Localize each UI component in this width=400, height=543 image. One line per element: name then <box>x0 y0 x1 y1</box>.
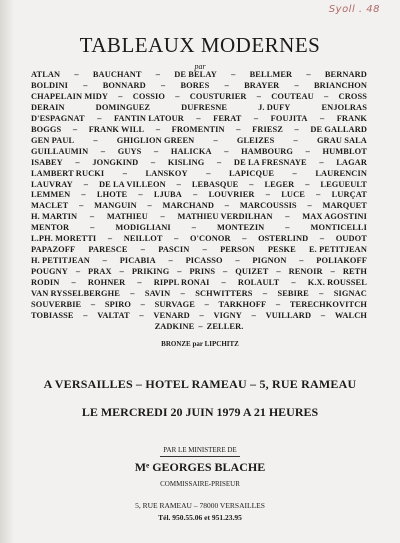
separator-dash: – <box>262 289 268 299</box>
separator-dash: – <box>150 157 156 167</box>
separator-dash: – <box>119 267 124 277</box>
artist-row <box>31 92 367 103</box>
artist-name: LEMMEN <box>31 190 71 200</box>
artist-name: NEILLOT <box>123 234 163 244</box>
separator-dash: – <box>265 190 271 200</box>
artist-name: VAN RYSSELBERGHE <box>31 289 120 299</box>
artist-name: MODIGLIANI <box>115 223 171 233</box>
artist-name: VALTAT <box>97 310 130 320</box>
separator-dash: – <box>223 267 228 277</box>
artist-name: POLIAKOFF <box>316 256 367 266</box>
separator-dash: – <box>160 80 166 90</box>
artist-name: LANSKOY <box>145 168 188 178</box>
artist-name: DUFRESNE <box>181 102 228 112</box>
artist-row <box>31 300 367 311</box>
separator-dash: – <box>256 91 262 101</box>
artist-row <box>31 70 367 81</box>
separator-dash: – <box>291 278 296 288</box>
auctioneer-phone: Tél. 950.55.06 et 951.23.95 <box>158 513 242 522</box>
artist-name: BAUCHANT <box>92 70 142 79</box>
artist-name: LUCE <box>281 190 305 200</box>
separator-dash: – <box>83 80 88 90</box>
artist-name: K.X. ROUSSEL <box>307 278 367 288</box>
artist-name: DE LA VILLEON <box>98 179 166 189</box>
separator-dash: – <box>231 70 236 79</box>
artist-name: PERSON <box>220 245 255 255</box>
artist-name: LEGUEULT <box>320 179 367 189</box>
artist-name: DE GALLARD <box>310 124 367 134</box>
artist-name: JONGKIND <box>92 157 139 167</box>
separator-dash: – <box>81 190 86 200</box>
artist-name: DOMINGUEZ <box>95 102 151 112</box>
artist-name: FANTIN LATOUR <box>113 113 184 123</box>
separator-dash: – <box>316 190 321 200</box>
separator-dash: – <box>75 157 80 167</box>
artist-name: FRIESZ <box>252 124 283 134</box>
separator-dash: – <box>206 168 211 178</box>
separator-dash: – <box>155 70 161 79</box>
artist-name: GRAU SALA <box>316 135 367 145</box>
separator-dash: – <box>292 168 297 178</box>
separator-dash: – <box>319 157 324 167</box>
auctioneer-role: COMMISSAIRE-PRISEUR <box>160 480 240 488</box>
by-minister-text: PAR LE MINISTERE DE <box>163 446 237 454</box>
separator-dash: – <box>176 179 181 189</box>
separator-dash: – <box>285 223 290 233</box>
artist-name: VENARD <box>153 310 190 320</box>
separator-dash: – <box>154 146 159 156</box>
artist-name: LEBASQUE <box>191 179 239 189</box>
separator-dash: – <box>196 113 201 123</box>
separator-dash: – <box>294 124 299 134</box>
separator-dash: – <box>191 223 197 233</box>
separator-dash: – <box>75 267 81 277</box>
artist-name: PICABIA <box>119 256 156 266</box>
artist-row <box>31 201 367 212</box>
artist-row <box>31 212 367 223</box>
artist-name: LAGAR <box>336 157 367 167</box>
artist-name: SPIRO <box>104 300 131 310</box>
separator-dash: – <box>285 212 290 222</box>
artist-name: BERNARD <box>324 70 367 79</box>
separator-dash: – <box>175 91 180 101</box>
artist-name: BRAYER <box>244 80 280 90</box>
separator-dash: – <box>138 190 143 200</box>
artist-name: MARCHAND <box>162 201 215 211</box>
separator-dash: – <box>155 124 161 134</box>
artist-name: PRIKING <box>131 267 170 277</box>
separator-dash: – <box>324 91 329 101</box>
artist-name: FERAT <box>213 113 242 123</box>
artist-name: VIGNY <box>213 310 242 320</box>
artist-name: SEBIRE <box>277 289 309 299</box>
separator-dash: – <box>137 278 142 288</box>
divider-rule <box>160 456 240 457</box>
separator-dash: – <box>307 201 312 211</box>
separator-dash: – <box>221 278 226 288</box>
artist-name: BONNARD <box>102 80 146 90</box>
artist-name: ROHNER <box>87 278 126 288</box>
separator-dash: – <box>102 256 107 266</box>
separator-dash: – <box>193 190 198 200</box>
artist-name: LURÇAT <box>331 190 367 200</box>
separator-dash: – <box>139 310 144 320</box>
artist-name: RIPPL RONAI <box>153 278 210 288</box>
artist-name: OUDOT <box>335 234 367 244</box>
separator-dash: – <box>107 234 113 244</box>
separator-dash: – <box>213 135 218 145</box>
separator-dash: – <box>83 179 89 189</box>
artist-name: FRANK <box>336 113 367 123</box>
artist-name: MARQUET <box>322 201 367 211</box>
artist-name: BELLMER <box>249 70 293 79</box>
artist-name: CROSS <box>338 91 367 101</box>
artist-name: PARESCE <box>88 245 128 255</box>
artist-name: PIGNON <box>252 256 287 266</box>
artist-name: RETH <box>342 267 367 277</box>
artist-row <box>31 114 367 125</box>
separator-dash: – <box>100 146 106 156</box>
separator-dash: – <box>242 234 247 244</box>
artist-name: O'CONOR <box>189 234 231 244</box>
separator-dash: – <box>253 113 259 123</box>
separator-dash: – <box>319 113 325 123</box>
artist-name: VUILLARD <box>265 310 312 320</box>
separator-dash: – <box>90 300 96 310</box>
artist-row <box>31 289 367 300</box>
separator-dash: – <box>217 157 222 167</box>
separator-dash: – <box>293 135 298 145</box>
artist-name: MONTEZIN <box>217 223 265 233</box>
artist-row <box>31 169 367 180</box>
separator-dash: – <box>130 289 135 299</box>
handwritten-note: Syoll . 48 <box>328 4 380 15</box>
separator-dash: – <box>299 256 304 266</box>
by-minister-label <box>0 446 400 457</box>
separator-dash: – <box>236 124 241 134</box>
artist-row <box>31 278 367 289</box>
artist-name: SIGNAC <box>333 289 367 299</box>
artist-name: PRAX <box>88 267 112 277</box>
artist-name: LHOTE <box>96 190 128 200</box>
artist-name: L.PH. MORETTI <box>31 234 97 244</box>
separator-dash: – <box>168 256 173 266</box>
separator-dash: – <box>202 245 207 255</box>
artist-name: BRIANCHON <box>313 80 367 90</box>
artist-name: SAVIN <box>144 289 171 299</box>
separator-dash: – <box>294 80 299 90</box>
artist-name: TERECHKOVITCH <box>289 300 367 310</box>
separator-dash: – <box>83 310 88 320</box>
artist-name: H. MARTIN <box>31 212 78 222</box>
artist-row <box>31 245 367 256</box>
artist-name: ISABEY <box>31 157 63 167</box>
separator-dash: – <box>251 310 256 320</box>
artist-name: PESKE <box>267 245 296 255</box>
artist-name: COUTEAU <box>271 91 314 101</box>
separator-dash: – <box>71 278 76 288</box>
artist-name: PASCIN <box>158 245 190 255</box>
separator-dash: – <box>224 146 229 156</box>
separator-dash: – <box>330 267 335 277</box>
artist-name: MENTOR <box>31 223 70 233</box>
artist-name: COSSIO <box>132 91 165 101</box>
artist-name: GEN PAUL <box>31 135 75 145</box>
artist-row <box>31 158 367 169</box>
artist-row <box>31 256 367 267</box>
separator-dash: – <box>199 310 204 320</box>
artist-name: ZADKINE <box>154 321 195 331</box>
separator-dash: – <box>305 179 310 189</box>
artist-name: SOUVERBIE <box>31 300 82 310</box>
artist-name: H. PETITJEAN <box>31 256 90 266</box>
artist-name: PICASSO <box>185 256 223 266</box>
separator-dash: – <box>79 201 84 211</box>
separator-dash: – <box>180 289 185 299</box>
artist-name: ZELLER. <box>206 321 244 331</box>
artist-name: MACLET <box>31 201 69 211</box>
separator-dash: – <box>319 234 325 244</box>
venue-line: A VERSAILLES – HOTEL RAMEAU – 5, RUE RAMEAU <box>43 377 357 391</box>
artist-name: DERAIN <box>31 102 65 112</box>
artist-name: LAMBERT RUCKI <box>31 168 105 178</box>
artist-name: MONTICELLI <box>310 223 367 233</box>
artist-name: D'ESPAGNAT <box>31 113 85 123</box>
artist-row <box>31 125 367 136</box>
artist-name: PAPAZOFF <box>31 245 76 255</box>
artist-name: MARCOUSSIS <box>239 201 297 211</box>
separator-dash: – <box>72 124 78 134</box>
artist-name: LAUVRAY <box>31 179 73 189</box>
artist-name: TOBIASSE <box>31 310 74 320</box>
artist-row <box>31 267 367 278</box>
catalog-title: TABLEAUX MODERNES <box>79 33 321 57</box>
separator-dash: – <box>160 212 165 222</box>
artist-name: HAMBOURG <box>241 146 294 156</box>
separator-dash: – <box>204 300 209 310</box>
separator-dash: – <box>89 212 95 222</box>
artist-name: SURVAGE <box>154 300 195 310</box>
artist-row <box>31 322 367 333</box>
separator-dash: – <box>93 135 98 145</box>
artist-name: MANGUIN <box>94 201 137 211</box>
separator-dash: – <box>224 201 230 211</box>
separator-dash: – <box>319 289 324 299</box>
separator-dash: – <box>140 300 145 310</box>
artist-name: RENOIR <box>288 267 323 277</box>
artist-row <box>31 311 367 322</box>
artist-name: POUGNY <box>31 267 68 277</box>
artist-row <box>31 180 367 191</box>
artist-name: BOLDINI <box>31 80 69 90</box>
separator-dash: – <box>177 267 182 277</box>
artist-name: E. PETITJEAN <box>309 245 367 255</box>
artist-row <box>31 234 367 245</box>
separator-dash: – <box>249 179 254 189</box>
artist-name: ROLAULT <box>237 278 280 288</box>
artist-name: GLEIZES <box>236 135 275 145</box>
artist-name: OSTERLIND <box>258 234 309 244</box>
artist-name: GUYS <box>117 146 142 156</box>
artist-name: KISLING <box>167 157 205 167</box>
par-label: par <box>194 62 206 71</box>
artist-row <box>31 103 367 114</box>
artist-name: RODIN <box>31 278 60 288</box>
separator-dash: – <box>147 201 152 211</box>
separator-dash: – <box>174 234 179 244</box>
artist-name: CHAPELAIN MIDY <box>31 91 109 101</box>
separator-dash: – <box>320 310 326 320</box>
artist-name: MATHIEU <box>106 212 148 222</box>
artist-name: COUSTURIER <box>189 91 247 101</box>
separator-dash: – <box>235 256 240 266</box>
artist-name: BOGGS <box>31 124 62 134</box>
separator-dash: – <box>118 91 123 101</box>
separator-dash: – <box>74 70 79 79</box>
auctioneer-address: 5, RUE RAMEAU – 78000 VERSAILLES <box>135 501 265 510</box>
auctioneer-name: Mᵉ GEORGES BLACHE <box>134 460 266 474</box>
artist-row <box>31 147 367 158</box>
artist-name: MAX AGOSTINI <box>302 212 367 222</box>
artist-name: SCHWITTERS <box>195 289 253 299</box>
artist-name: J. DUFY <box>258 102 291 112</box>
artist-name: LEGER <box>264 179 295 189</box>
artist-row <box>31 136 367 147</box>
artist-row <box>31 223 367 234</box>
separator-dash: – <box>198 321 203 331</box>
artist-name: WALCH <box>334 310 367 320</box>
artist-name: ENJOLRAS <box>321 102 367 112</box>
artist-name: LJUBA <box>153 190 182 200</box>
artist-name: LAPICQUE <box>229 168 275 178</box>
artist-name: PRINS <box>189 267 216 277</box>
artist-name: GUILLAUMIN <box>31 146 89 156</box>
artist-name: ATLAN <box>31 70 61 79</box>
artist-name: DE BELAY <box>174 70 217 79</box>
separator-dash: – <box>90 223 95 233</box>
artist-name: QUIZET <box>235 267 269 277</box>
artist-name: MATHIEU VERDILHAN <box>177 212 273 222</box>
artist-name: TARKHOFF <box>218 300 267 310</box>
artist-name: LOUVRIER <box>208 190 255 200</box>
separator-dash: – <box>122 168 128 178</box>
sale-date: LE MERCREDI 20 JUIN 1979 A 21 HEURES <box>81 405 319 419</box>
separator-dash: – <box>224 80 229 90</box>
separator-dash: – <box>140 245 146 255</box>
artist-row <box>31 190 367 201</box>
artist-row <box>31 81 367 92</box>
artist-list <box>31 70 367 333</box>
separator-dash: – <box>97 113 102 123</box>
artist-name: DE LA FRESNAYE <box>233 157 307 167</box>
separator-dash: – <box>276 267 281 277</box>
separator-dash: – <box>275 300 281 310</box>
artist-name: FROMENTIN <box>171 124 225 134</box>
artist-name: HUMBLOT <box>322 146 367 156</box>
artist-name: BORES <box>180 80 210 90</box>
bronze-line: BRONZE par LIPCHITZ <box>161 340 239 348</box>
artist-name: FRANK WILL <box>88 124 145 134</box>
artist-name: HALICKA <box>170 146 212 156</box>
separator-dash: – <box>305 146 310 156</box>
artist-name: GHIGLION GREEN <box>116 135 195 145</box>
artist-name: FOUJITA <box>270 113 308 123</box>
artist-name: LAURENCIN <box>315 168 367 178</box>
separator-dash: – <box>306 70 311 79</box>
